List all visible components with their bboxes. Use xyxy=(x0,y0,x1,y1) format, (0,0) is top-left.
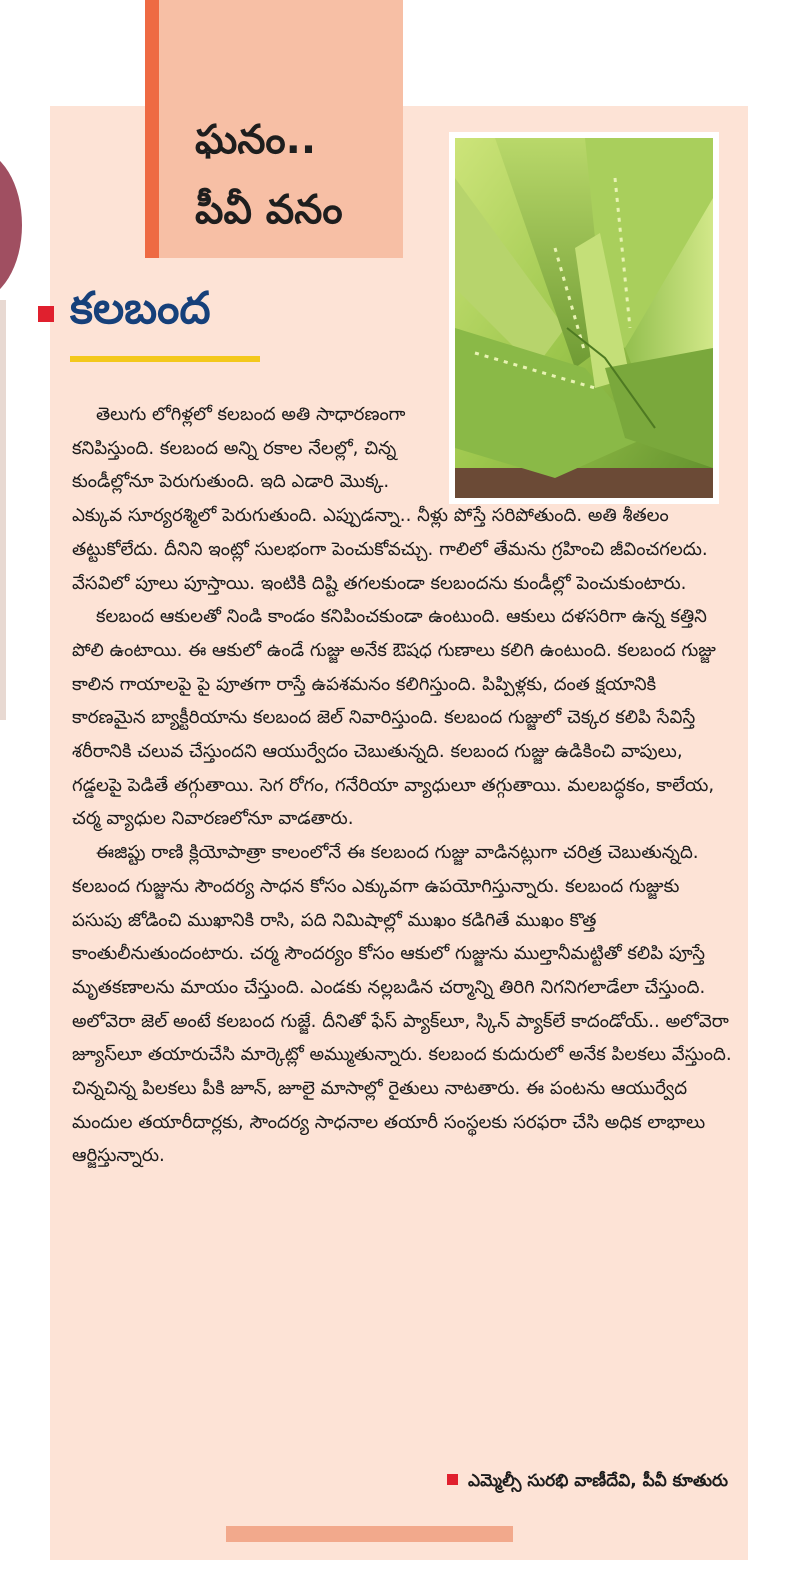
paragraph: కలబంద ఆకులతో నిండి కాండం కనిపించకుండా ఉంటుంది. ఆకులు దళసరిగా ఉన్న కత్తిని పోలి ఉంటాయి. ఈ ఆకులో ఉండే గుజ్జు అనేక ఔషధ గుణాలు కలిగి ఉంటుంది. కలబంద గుజ్జు కాలిన గాయాలపై పై పూతగా రాస్తే ఉపశమనం కలిగిస్తుంది. పిప్పిళ్లకు, దంత క్షయానికి కారణమైన బ్యాక్టీరియాను కలబంద జెల్ నివారిస్తుంది. కలబంద గుజ్జులో చెక్కర కలిపి సేవిస్తే శరీరానికి చలువ చేస్తుందని ఆయుర్వేదం చెబుతున్నది. కలబంద గుజ్జు ఉడికించి వాపులు, గడ్డలపై పెడితే తగ్గుతాయి. సెగ రోగం, గనేరియా వ్యాధులూ తగ్గుతాయి. మలబద్ధకం, కాలేయ, చర్మ వ్యాధుల నివారణలోనూ వాడతారు. xyxy=(72,606,716,830)
byline-marker xyxy=(447,1474,458,1485)
byline xyxy=(447,1471,728,1495)
section-heading: కలబంద xyxy=(70,283,211,334)
bottom-decorative-bar xyxy=(226,1526,513,1542)
paragraph: ఎక్కువ సూర్యరశ్మిలో పెరుగుతుంది. ఎప్పుడన్నా.. నీళ్లు పోస్తే సరిపోతుంది. అతి శీతలం తట్టుకోలేదు. దీనిని ఇంట్లో సులభంగా పెంచుకోవచ్చు. గాలిలో తేమను గ్రహించి జీవించగలదు. వేసవిలో పూలు పూస్తాయి. ఇంటికి దిష్టి తగలకుండా కలబందను కుండీల్లో పెంచుకుంటారు. xyxy=(72,505,708,594)
page-title-line-1: ఘనం.. xyxy=(195,117,317,163)
article-body xyxy=(72,398,732,1173)
title-box xyxy=(145,0,403,258)
byline-text: ఎమ్మెల్సీ సురభి వాణీదేవి, పీవీ కూతురు xyxy=(468,1471,728,1491)
heading-underline xyxy=(70,356,260,362)
paragraph: ఈజిప్టు రాణి క్లియోపాత్రా కాలంలోనే ఈ కలబంద గుజ్జు వాడినట్లుగా చరిత్ర చెబుతున్నది. కలబంద గుజ్జును సౌందర్య సాధన కోసం ఎక్కువగా ఉపయోగిస్తున్నారు. కలబంద గుజ్జుకు పసుపు జోడించి ముఖానికి రాసి, పది నిమిషాల్లో ముఖం కడిగితే ముఖం కొత్త కాంతులీనుతుందంటారు. చర్మ సౌందర్యం కోసం ఆకులో గుజ్జును ముల్తానీమట్టితో కలిపి పూస్తే మృతకణాలను మాయం చేస్తుంది. ఎండకు నల్లబడిన చర్మాన్ని తిరిగి నిగనిగలాడేలా చేస్తుంది. అలోవెరా జెల్ అంటే కలబంద గుజ్జే. దీనితో ఫేస్ ప్యాక్‌లూ, స్కిన్ ప్యాక్‌లే కాదండోయ్.. అలోవెరా జ్యూస్‌లూ తయారుచేసి మార్కెట్లో అమ్ముతున్నారు. కలబంద కుదురులో అనేక పిలకలు వేస్తుంది. చిన్నచిన్న పిలకలు పీకి జూన్, జూలై మాసాల్లో రైతులు నాటతారు. ఈ పంటను ఆయుర్వేద మందుల తయారీదార్లకు, సౌందర్య సాధనాల తయారీ సంస్థలకు సరఫరా చేసి అధిక లాభాలు ఆర్జిస్తున్నారు. xyxy=(72,842,732,1167)
page-title-line-2: పీవీ వనం xyxy=(195,187,343,233)
section-marker xyxy=(38,306,54,322)
decorative-side-strip xyxy=(0,300,6,720)
decorative-side-circle xyxy=(0,150,22,300)
paragraph: తెలుగు లోగిళ్లలో కలబంద అతి సాధారణంగా కనిపిస్తుంది. కలబంద అన్ని రకాల నేలల్లో, చిన్న కుండీల్లోనూ పెరుగుతుంది. ఇది ఎడారి మొక్క. xyxy=(72,404,406,493)
